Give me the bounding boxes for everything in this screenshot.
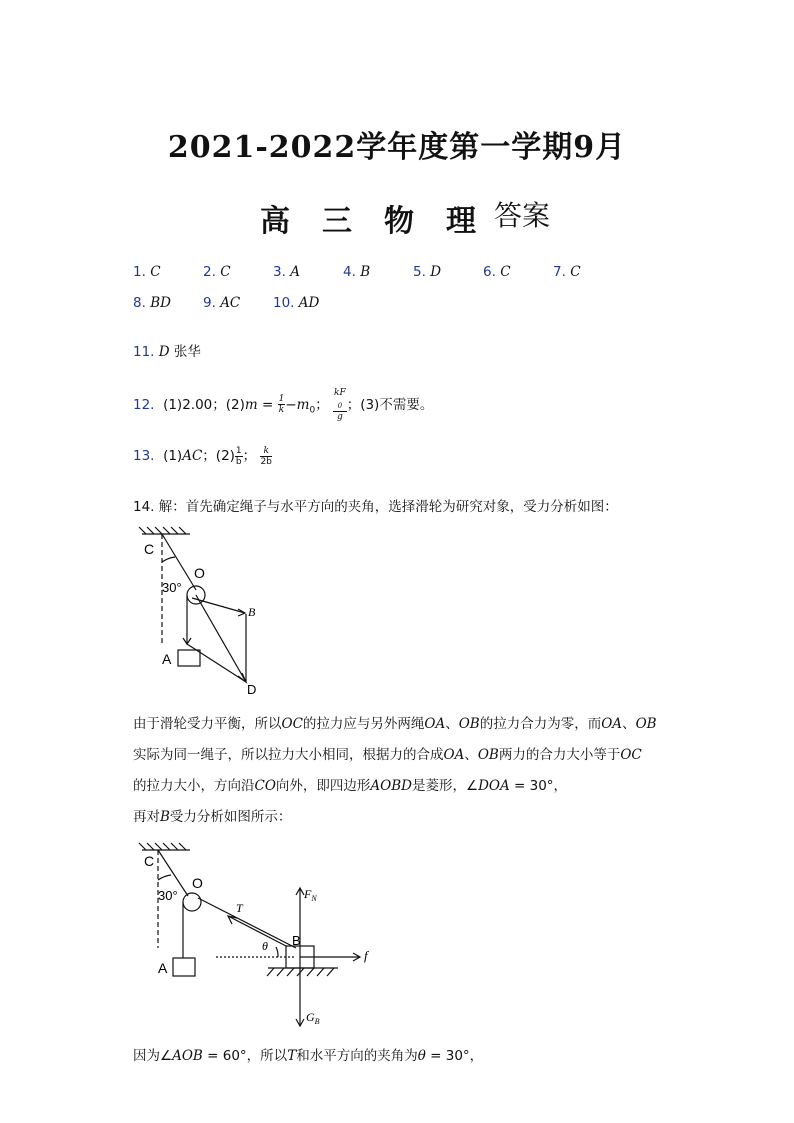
label-B: B — [292, 933, 301, 948]
label-O: O — [192, 875, 203, 891]
label-A: A — [162, 651, 172, 667]
answer-8: 8. BD — [133, 295, 171, 311]
label-T: T — [236, 901, 243, 915]
subject-char: 三 — [321, 204, 352, 239]
answer-label: 答案 — [493, 199, 550, 232]
answer-6: 6. C — [483, 264, 511, 280]
label-D: D — [247, 682, 257, 697]
answer-4: 4. B — [343, 264, 371, 280]
label-B: B — [248, 605, 256, 619]
label-angle: 30° — [162, 580, 182, 595]
subject-char: 物 — [383, 204, 414, 239]
answer-13: 13. (1)AC；(2) $\frac{1}{b}$ ； $\frac{k}{2b}$ — [133, 445, 272, 467]
label-A: A — [158, 960, 168, 976]
answer-12: 12. (1)2.00；(2)m = $\frac{1}{k}$ $-m_0$； kF $_0$ g ；(3)不需要。 — [133, 388, 434, 422]
subject-char: 高 — [259, 204, 290, 239]
q14-intro: 14. 解：首先确定绳子与水平方向的夹角，选择滑轮为研究对象，受力分析如图： — [133, 499, 618, 515]
label-GB: $G_B$ — [306, 1010, 320, 1026]
answer-9: 9. AC — [203, 295, 241, 311]
label-angle: 30° — [158, 888, 178, 903]
label-theta: θ — [262, 939, 268, 953]
label-FN: $F_N$ — [304, 887, 317, 903]
answer-1: 1. C — [133, 264, 161, 280]
document-subtitle — [0, 196, 794, 240]
label-f: f — [364, 948, 368, 963]
label-O: O — [194, 565, 205, 581]
answer-5: 5. D — [413, 264, 442, 280]
q14-para1-line2: 实际为同一绳子，所以拉力大小相同，根据力的合成OA、OB两力的合力大小等于OC — [133, 747, 642, 763]
figure-block-forces — [128, 838, 388, 1033]
subject-char: 理 — [445, 204, 476, 239]
label-C: C — [144, 853, 155, 869]
answer-10: 10. AD — [273, 295, 320, 311]
label-C: C — [144, 541, 155, 557]
answer-2: 2. C — [203, 264, 231, 280]
q14-para2: 再对B受力分析如图所示： — [133, 809, 292, 825]
q14-para1-line1: 由于滑轮受力平衡，所以OC的拉力应与另外两绳OA、OB的拉力合力为零，而OA、OB — [133, 716, 657, 732]
answer-11: 11. D 张华 — [133, 344, 201, 360]
q14-para3: 因为∠AOB = 60°，所以T和水平方向的夹角为θ = 30°， — [133, 1048, 484, 1064]
figure-pulley-forces — [130, 522, 270, 702]
answer-7: 7. C — [553, 264, 581, 280]
q14-para1-line3: 的拉力大小，方向沿CO向外，即四边形AOBD是菱形，∠DOA = 30°， — [133, 778, 568, 794]
document-title: 2021-2022学年度第一学期9月 — [167, 130, 627, 165]
answer-3: 3. A — [273, 264, 300, 280]
